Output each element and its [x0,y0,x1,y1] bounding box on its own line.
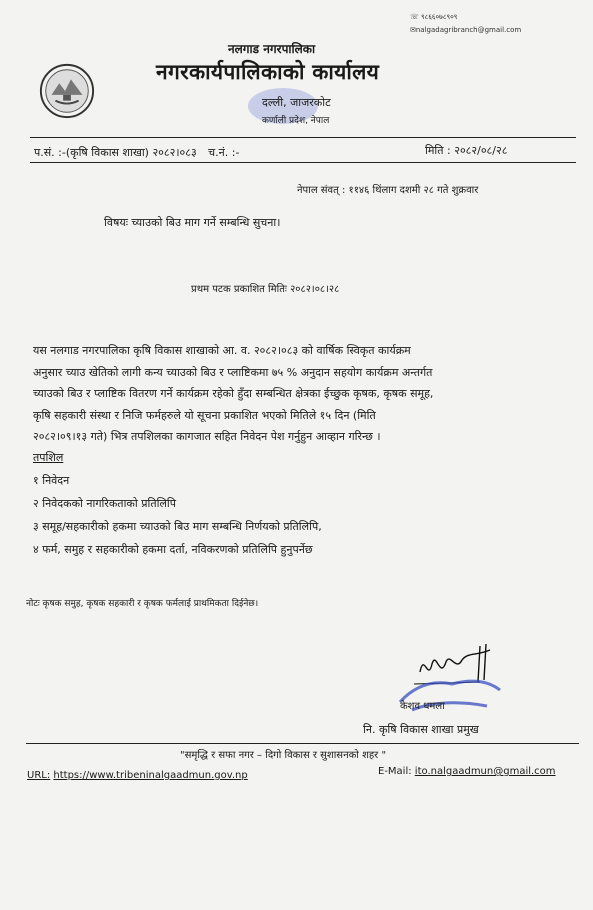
body-line: च्याउको बिउ र प्लाष्टिक वितरण गर्ने कार्यक्रम रहेको हुँदा सम्बन्धित क्षेत्रका ईच्छुक कृषक, कृषक समूह, [33,387,434,400]
nepal-samvat-date: नेपाल संवत् : ११४६ थिंलाग दशमी २८ गते शुक्रवार [297,185,479,196]
office-title: नगरकार्यपालिकाको कार्यालय [156,60,380,84]
schedule-item: १ निवेदन [33,474,70,487]
letter-subject: विषयः च्याउको बिउ माग गर्ने सम्बन्धि सुचना। [104,216,281,229]
schedule-item: ४ फर्म, समुह र सहकारीको हकमा दर्ता, नविकरणको प्रतिलिपि हुनुपर्नेछ [33,543,313,556]
nepal-emblem-icon [38,62,96,120]
body-line: यस नलगाड नगरपालिका कृषि विकास शाखाको आ. व. २०८२।०८३ को वार्षिक स्विकृत कार्यक्रम [33,344,411,357]
dispatch-no: च.नं. :- [208,146,240,159]
mail-icon: ✉ [410,26,416,34]
email-label: E-Mail: [378,766,412,777]
municipality-name: नलगाड नगरपालिका [228,42,316,56]
signatory-name: केशव धमला [400,701,445,712]
address-line-1: दल्ली, जाजरकोट [262,96,331,109]
footer-motto: "समृद्धि र सफा नगर – दिगो विकास र सुशासनको शहर " [180,750,387,761]
body-line: कृषि सहकारी संस्था र निजि फर्महरुले यो सूचना प्रकाशित भएको मितिले १५ दिन (मिति [33,408,376,422]
header-divider-top [30,137,576,138]
letter-date: मिति : २०८२/०८/२८ [425,144,508,157]
body-line: २०८२।०९।१३ गते) भित्र तपशिलका कागजात सहित निवेदन पेश गर्नुहुन आव्हान गरिन्छ । [33,430,381,443]
email-link[interactable]: ito.nalgaadmun@gmail.com [414,766,556,777]
first-published-date: प्रथम पटक प्रकाशित मितिः २०८२।०८।२८ [191,284,340,295]
footer-divider [26,743,579,744]
notice-body [33,340,589,448]
schedule-item: २ निवेदकको नागरिकताको प्रतिलिपि [33,497,177,510]
header-divider-bottom [30,162,576,163]
schedule-item: ३ समूह/सहकारीको हकमा च्याउको बिउ माग सम्बन्धि निर्णयको प्रतिलिपि, [33,520,322,533]
schedule-title: तपशिल [33,451,64,464]
phone-icon: ☏ [410,13,421,21]
footer-url [27,770,248,781]
ref-no: प.सं. :-(कृषि विकास शाखा) २०८२।०८३ [34,146,197,159]
reference-number [34,145,239,160]
phone-line [410,13,457,22]
url-label: URL: [27,770,51,781]
header-phone: ९८६६०७८९०९ [420,13,458,21]
footer-email [378,766,556,777]
signatory-title: नि. कृषि विकास शाखा प्रमुख [363,723,479,736]
address-line-2: कर्णाली प्रदेश, नेपाल [262,116,330,126]
body-line: अनुसार च्याउ खेतिको लागी कन्य च्याउको बिउ र प्लाष्टिकमा ७५ % अनुदान सहयोग कार्यक्रम अन्तर्गत [33,365,433,379]
email-line [410,26,521,34]
website-link[interactable]: https://www.tribeninalgaadmun.gov.np [53,770,248,781]
priority-note: नोटः कृषक समुह, कृषक सहकारी र कृषक फर्मलाई प्राथमिकता दिईनेछ। [26,599,259,609]
header-email: nalgadagribranch@gmail.com [415,26,522,34]
